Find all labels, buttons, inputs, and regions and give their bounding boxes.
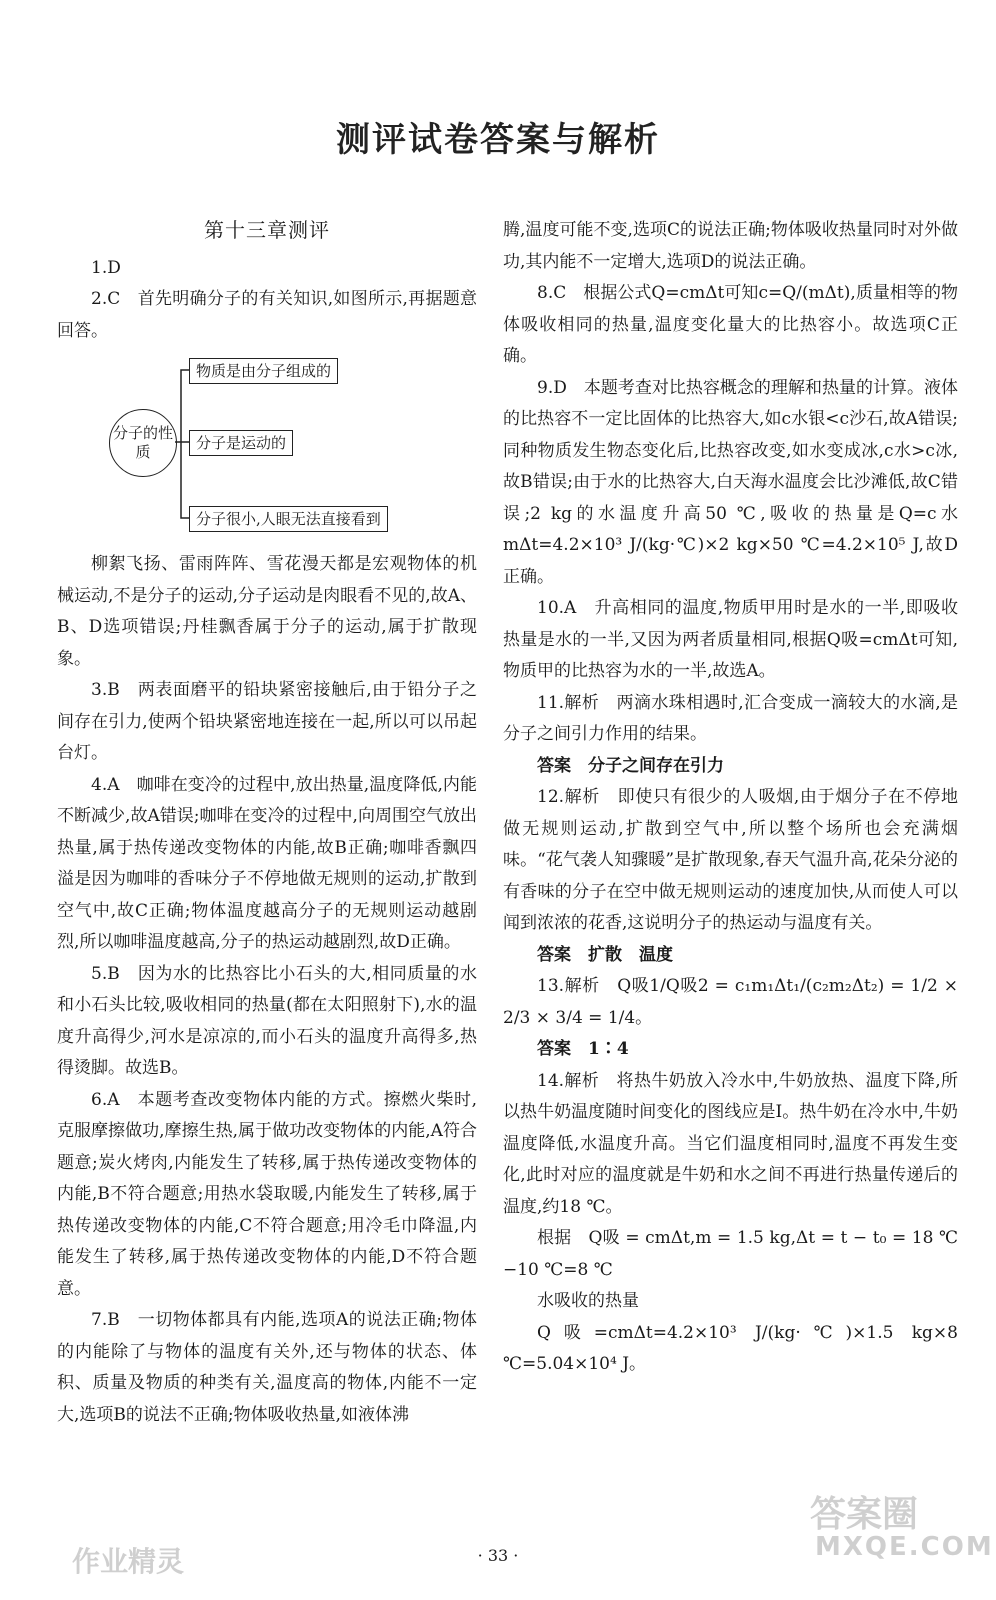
left-column [57,215,477,1431]
page-number: · 33 · [477,1546,519,1565]
answer-10: 10.A 升高相同的温度,物质甲用时是水的一半,即吸收热量是水的一半,又因为两者质量相同,根据Q吸=cmΔt可知,物质甲的比热容为水的一半,故选A。 [503,598,958,681]
mindmap-center: 分子的性质 [109,409,177,477]
answer-14: 14.解析 将热牛奶放入冷水中,牛奶放热、温度下降,所以热牛奶温度随时间变化的图线应是Ⅰ。热牛奶在冷水中,牛奶温度降低,水温度升高。当它们温度相同时,温度不再发生变化,此时对应的温度就是牛奶和水之间不再进行热量传递后的温度,约18 ℃。 [503,1070,958,1217]
answer-8: 8.C 根据公式Q=cmΔt可知c=Q/(mΔt),质量相等的物体吸收相同的热量,温度变化量大的比热容小。故选项C正确。 [503,283,958,366]
answer-14-formula: 根据 Q吸 = cmΔt,m = 1.5 kg,Δt = t − t₀ = 18 ℃−10 ℃=8 ℃ [503,1228,958,1280]
answer-11-result: 答案 分子之间存在引力 [537,755,724,776]
page-title: 测评试卷答案与解析 [336,120,660,160]
mindmap-item: 分子是运动的 [189,430,293,456]
answer-7: 7.B 一切物体都具有内能,选项A的说法正确;物体的内能除了与物体的温度有关外,还与物体的状态、体积、质量及物质的种类有关,温度高的物体,内能不一定大,选项B的说法不正确;物体吸收热量,如液体沸 [57,1310,477,1425]
answer-6: 6.A 本题考查改变物体内能的方式。擦燃火柴时,克服摩擦做功,摩擦生热,属于做功改变物体的内能,A符合题意;炭火烤肉,内能发生了转移,属于热传递改变物体的内能,B不符合题意;用热水袋取暖,内能发生了转移,属于热传递改变物体的内能,C不符合题意;用冷毛巾降温,内能发生了转移,属于热传递改变物体的内能,D不符合题意。 [57,1089,477,1299]
answer-12: 12.解析 即使只有很少的人吸烟,由于烟分子在不停地做无规则运动,扩散到空气中,所以整个场所也会充满烟味。“花气袭人知骤暖”是扩散现象,春天气温升高,花朵分泌的有香味的分子在空中做无规则运动的速度加快,从而使人可以闻到浓浓的花香,这说明分子的热运动与温度有关。 [503,787,958,933]
chapter-heading: 第十三章测评 [204,218,330,242]
answer-12-result: 答案 扩散 温度 [537,944,673,965]
answer-1: 1.D [91,257,121,278]
answer-14-result: Q吸=cmΔt=4.2×10³ J/(kg·℃)×1.5 kg×8 ℃=5.04×10⁴ J。 [503,1322,958,1374]
right-column [503,215,958,1381]
answer-3: 3.B 两表面磨平的铅块紧密接触后,由于铅分子之间存在引力,使两个铅块紧密地连接在一起,所以可以吊起台灯。 [57,680,477,763]
answer-2-detail: 柳絮飞扬、雷雨阵阵、雪花漫天都是宏观物体的机械运动,不是分子的运动,分子运动是肉眼看不见的,故A、B、D选项错误;丹桂飘香属于分子的运动,属于扩散现象。 [57,554,477,669]
answer-5: 5.B 因为水的比热容比小石头的大,相同质量的水和小石头比较,吸收相同的热量(都在太阳照射下),水的温度升高得少,河水是凉凉的,而小石头的温度升高得多,热得烫脚。故选B。 [57,963,477,1078]
answer-7-continued: 腾,温度可能不变,选项C的说法正确;物体吸收热量同时对外做功,其内能不一定增大,选项D的说法正确。 [503,220,958,272]
mindmap-item: 物质是由分子组成的 [189,358,338,384]
watermark-brand: 作业精灵 [72,1545,185,1578]
answer-11: 11.解析 两滴水珠相遇时,汇合变成一滴较大的水滴,是分子之间引力作用的结果。 [503,692,958,744]
answer-9: 9.D 本题考查对比热容概念的理解和热量的计算。液体的比热容不一定比固体的比热容大,如c水银<c沙石,故A错误;同种物质发生物态变化后,比热容改变,如水变成冰,c水>c冰,故B错误;由于水的比热容大,白天海水温度会比沙滩低,故C错误;2 kg的水温度升高50 ℃,吸收的热量是Q=c水mΔt=4.2×10³ J/(kg·℃)×2 kg×50 ℃=4.2×10⁵ J,故D正确。 [503,377,958,587]
mindmap-item: 分子很小,人眼无法直接看到 [189,506,388,532]
watermark-logo: 答案圈 [810,1494,919,1535]
answer-14-label: 水吸收的热量 [537,1291,639,1311]
watermark-site: MXQE.COM [815,1532,994,1562]
answer-13-result: 答案 1∶4 [537,1039,629,1059]
answer-4: 4.A 咖啡在变冷的过程中,放出热量,温度降低,内能不断减少,故A错误;咖啡在变冷的过程中,向周围空气放出热量,属于热传递改变物体的内能,故B正确;咖啡香飘四溢是因为咖啡的香味分子不停地做无规则的运动,扩散到空气中,故C正确;物体温度越高分子的无规则运动越剧烈,所以咖啡温度越高,分子的热运动越剧烈,故D正确。 [57,774,477,952]
answer-2: 2.C 首先明确分子的有关知识,如图所示,再据题意回答。 [57,289,477,341]
molecule-mindmap [57,353,477,543]
answer-13: 13.解析 Q吸1/Q吸2 = c₁m₁Δt₁/(c₂m₂Δt₂) = 1/2 × 2/3 × 3/4 = 1/4。 [503,976,958,1028]
